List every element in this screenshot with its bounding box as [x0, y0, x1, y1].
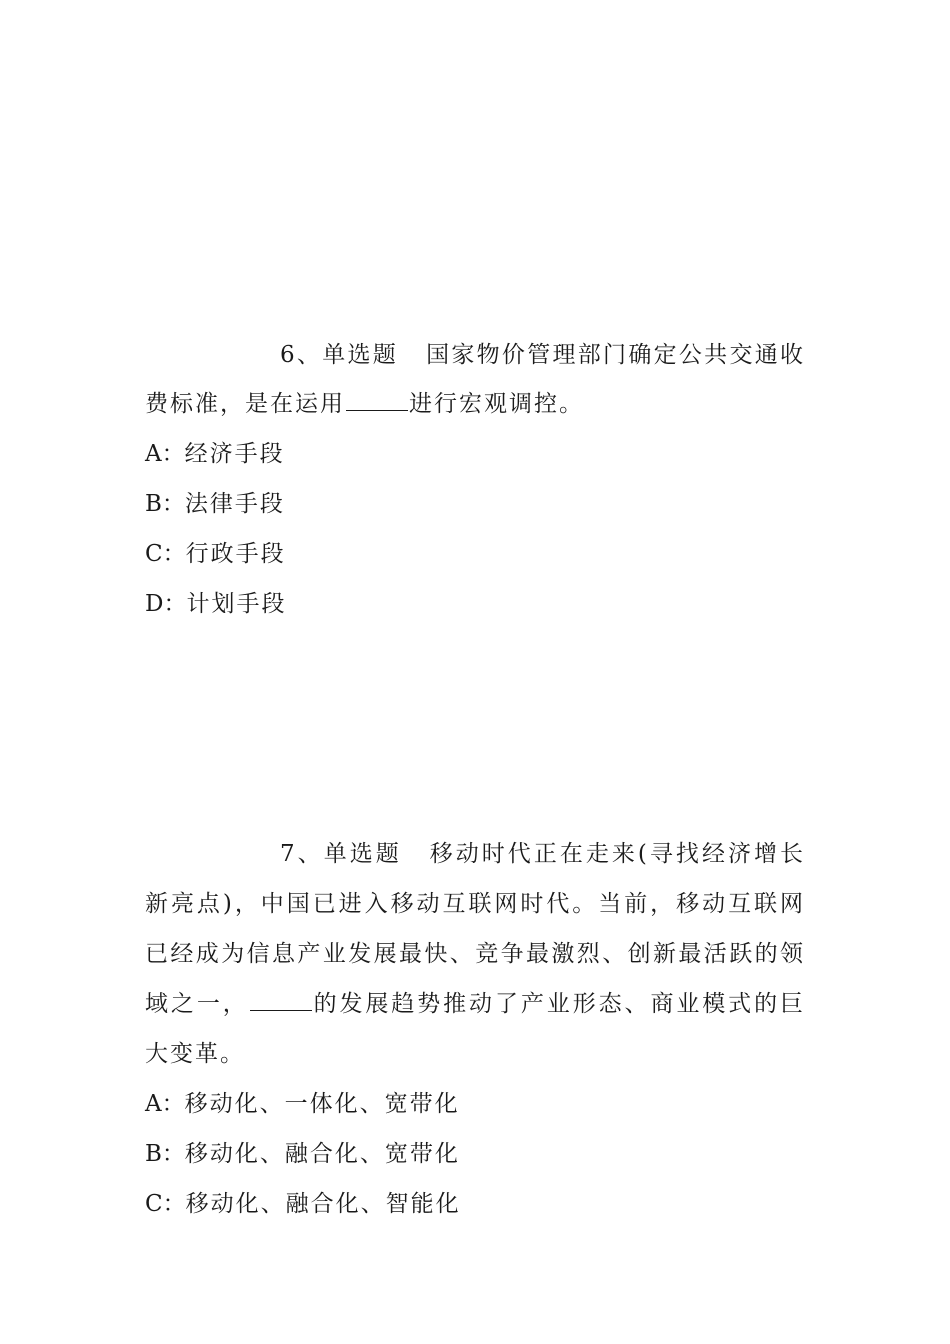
- question-type: 单选题: [323, 841, 402, 867]
- fill-blank: [250, 990, 312, 1011]
- fill-blank: [346, 390, 408, 411]
- option-b[interactable]: [145, 1129, 805, 1179]
- question-6: [145, 331, 805, 629]
- stem-text-after: 进行宏观调控。: [409, 391, 584, 417]
- option-letter: C：: [145, 1191, 186, 1217]
- option-letter: A：: [145, 441, 185, 467]
- question-7: [145, 829, 805, 1229]
- stem-text-before: 国家物价管理部门确定公共交通收费标准，是在运用: [145, 342, 806, 417]
- option-b[interactable]: [145, 479, 805, 529]
- option-letter: A：: [145, 1091, 185, 1117]
- option-list: [145, 1079, 805, 1229]
- option-text: 经济手段: [184, 441, 285, 467]
- question-number: 6、: [280, 342, 323, 368]
- question-stem: [145, 331, 805, 429]
- stem-text-after: 的发展趋势推动了产业形态、商业模式的巨大变革。: [145, 991, 806, 1067]
- question-number: 7、: [280, 841, 324, 867]
- option-text: 计划手段: [186, 591, 287, 617]
- option-a[interactable]: [145, 1079, 805, 1129]
- option-list: [145, 429, 805, 629]
- option-d[interactable]: [145, 579, 805, 629]
- question-stem: [145, 829, 805, 1079]
- option-c[interactable]: [145, 529, 805, 579]
- option-letter: B：: [145, 1141, 185, 1167]
- option-letter: C：: [145, 541, 186, 567]
- option-text: 移动化、融合化、智能化: [185, 1191, 461, 1217]
- option-text: 移动化、一体化、宽带化: [184, 1091, 460, 1117]
- option-text: 法律手段: [184, 491, 285, 517]
- option-text: 移动化、融合化、宽带化: [184, 1141, 460, 1167]
- option-c[interactable]: [145, 1179, 805, 1229]
- option-letter: D：: [145, 591, 187, 617]
- option-letter: B：: [145, 491, 185, 517]
- stem-text-before: 移动时代正在走来(寻找经济增长新亮点)，中国已进入移动互联网时代。当前，移动互联网已经成为信息产业发展最快、竞争最激烈、创新最活跃的领域之一，: [145, 841, 805, 1017]
- question-type: 单选题: [322, 342, 399, 368]
- option-a[interactable]: [145, 429, 805, 479]
- option-text: 行政手段: [185, 541, 286, 567]
